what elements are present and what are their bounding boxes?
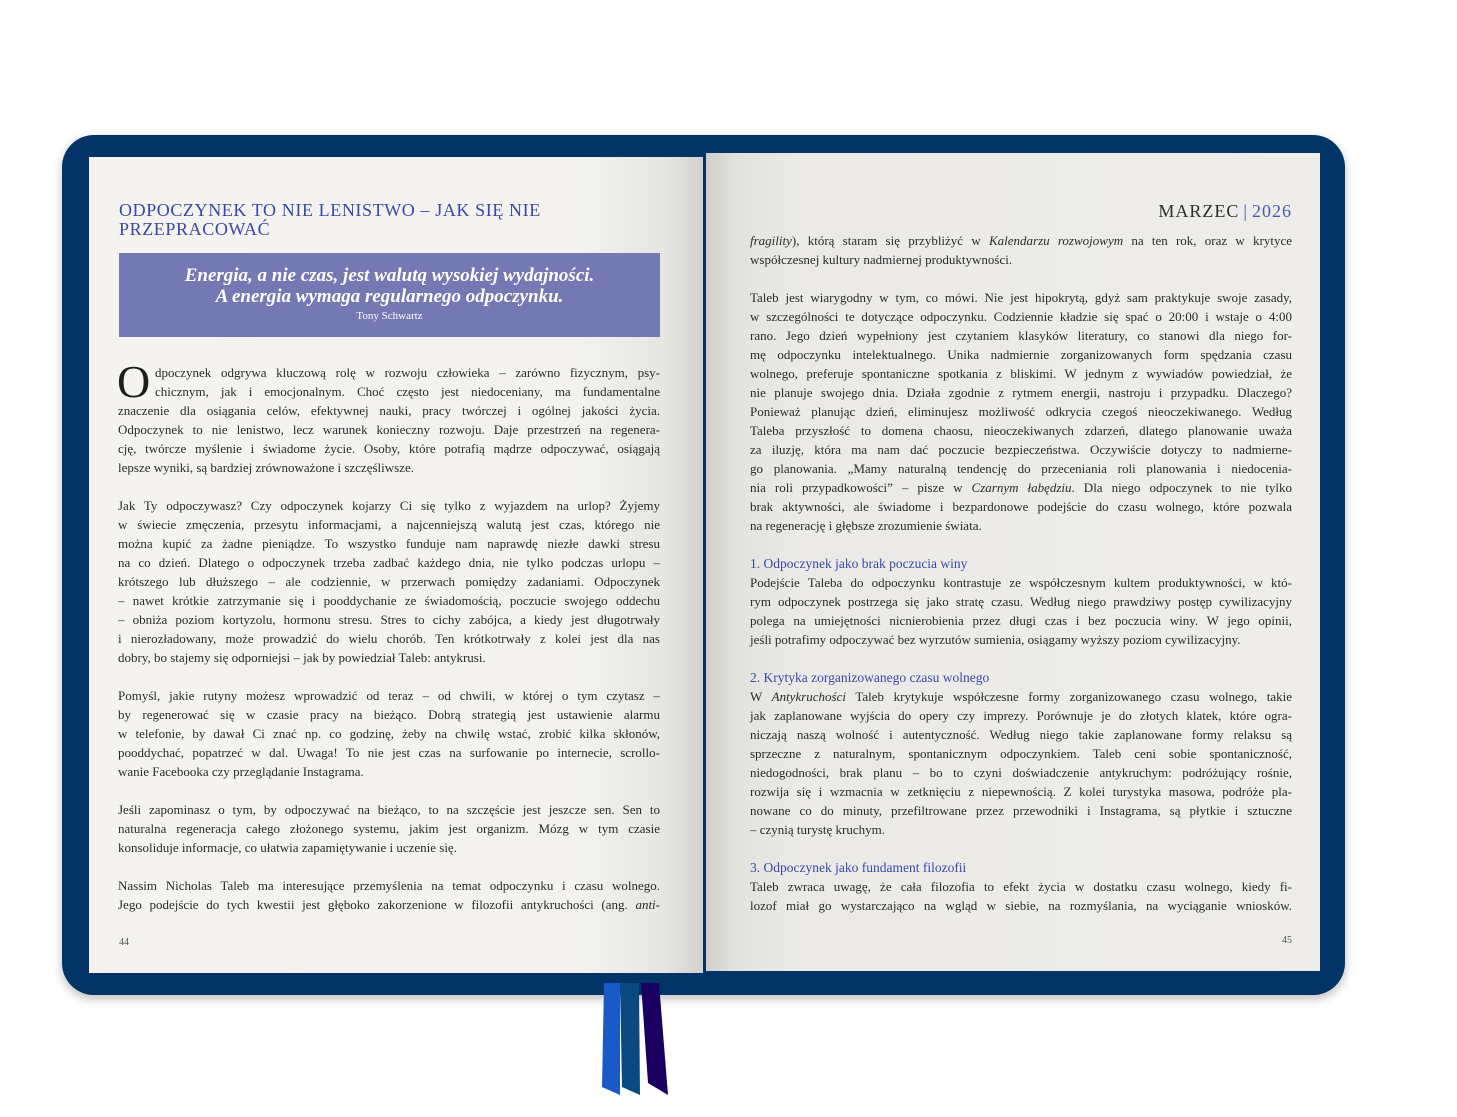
text-line: jeśli potrafimy odpoczywać bez wyrzutów sumienia, osiągamy wyższy poziom cywilizacyjny. xyxy=(750,632,1241,647)
text-line: Jak Ty odpoczywasz? Czy odpoczynek kojarzy Ci się tylko z wyjazdem na urlop? Żyjemy xyxy=(118,498,660,513)
text-line: Pomyśl, jakie rutyny możesz wprowadzić od teraz – od chwili, w której o tym czytasz – xyxy=(118,688,660,703)
text-line: lepsze wyniki, są bardziej zrównoważone i szczęśliwsze. xyxy=(118,460,414,475)
text-line: na co dzień. Dlatego o odpoczynek trzeba zadbać każdego dnia, nie tylko podczas urlopu – xyxy=(118,555,660,570)
paragraph xyxy=(118,496,660,667)
bookmark-ribbon-blue xyxy=(602,983,620,1095)
section xyxy=(750,668,1292,839)
text-line: – obniża poziom kortyzolu, hormonu stresu. Stres to cichy zabójca, a kiedy jest długotrwały xyxy=(118,612,660,627)
text-segment: Jego podejście do tych kwestii jest głęboko zakorzenione w filozofii antykruchości (ang. xyxy=(118,897,636,912)
text-line: Jeśli zapominasz o tym, by odpoczywać na bieżąco, to na szczęście jest jeszcze sen. Sen to xyxy=(118,802,660,817)
left-page xyxy=(89,157,703,973)
text-line: sprzeczne z naturalnym, spontanicznym odpoczynkiem. Taleb ceni sobie spontaniczność, xyxy=(750,746,1292,761)
text-line: znaczenie dla osiągania celów, efektywnej nauki, pracy twórczej i ogólnej jakości życia. xyxy=(118,403,660,418)
text-segment: . Dla niego odpoczynek to nie tylko xyxy=(1071,480,1292,495)
text-line: mę odpoczynku intelektualnego. Unika nadmiernie zorganizowanych form spędzania czasu xyxy=(750,347,1292,362)
text-line: w szczególności te dotyczące odpoczynku. Codziennie kładzie się spać o 20:00 i wstaje o 4:00 xyxy=(750,309,1292,324)
section-heading: 2. Krytyka zorganizowanego czasu wolnego xyxy=(750,670,990,685)
text-line: by regenerować się w czasie pracy na bieżąco. Dobrą strategią jest ustawienie alarmu xyxy=(118,707,660,722)
right-body-text xyxy=(750,231,1292,934)
text-segment: W xyxy=(750,689,772,704)
text-line: wolnego, preferuje spontaniczne spotkania z bliskimi. W jednym z wywiadów powiedział, że xyxy=(750,366,1292,381)
text-line: Taleb jest wiarygodny w tym, co mówi. Nie jest hipokrytą, gdyż sam praktykuje swoje zasady, xyxy=(750,290,1292,305)
article-title-line: ODPOCZYNEK TO NIE LENISTWO – JAK SIĘ NIE xyxy=(119,200,541,220)
text-line: w telefonie, by dawał Ci znać np. co godzinę, żeby na chwilę wstać, zrobić kilka skłonów, xyxy=(118,726,660,741)
text-line: Taleba przyszłość to domena chaosu, nieoczekiwanych zdarzeń, dlatego planowanie uważa xyxy=(750,423,1292,438)
text-line: – czynią turystę kruchym. xyxy=(750,822,886,837)
text-line: dobry, bo stajemy się odporniejsi – jak by powiedział Taleb: antykrusi. xyxy=(118,650,486,665)
text-line: niedogodności, brak planu – bo to czyni doświadczenie antykruchym: podróżujący rośnie, xyxy=(750,765,1292,780)
text-line: za iluzję, która ma nam dać poczucie bezpieczeństwa. Oczywiście dotyczy to nadmierne- xyxy=(750,442,1292,457)
section xyxy=(750,858,1292,915)
italic-text: anti- xyxy=(635,897,660,912)
article-title-line: PRZEPRACOWAĆ xyxy=(119,219,271,239)
text-line: współczesnej kultury nadmiernej produktywności. xyxy=(750,252,1013,267)
italic-text: fragility xyxy=(750,233,792,248)
paragraph xyxy=(750,231,1292,269)
text-line: pooddychać, popatrzeć w dal. Uwaga! To nie jest czas na surfowanie po internecie, scrollo- xyxy=(118,745,660,760)
paragraph xyxy=(118,686,660,781)
text-line: dpoczynek odgrywa kluczową rolę w rozwoju człowieka – zarówno fizycznym, psy- xyxy=(155,365,660,380)
text-segment: nia roli przypadkowości” – pisze w xyxy=(750,480,972,495)
text-line: Taleb zwraca uwagę, że cała filozofia to efekt życia w dostatku czasu wolnego, kiedy fi- xyxy=(750,879,1292,894)
text-line: polega na umiejętności nicnierobienia przez długi czas i bez poczucia winy. W jego opinii, xyxy=(750,613,1292,628)
running-head-year: 2026 xyxy=(1252,201,1292,221)
paragraph xyxy=(118,800,660,857)
text-line: niczają naszą wolność i autentyczność. Według niego takie zaplanowane formy relaksu są xyxy=(750,727,1292,742)
section-heading: 1. Odpoczynek jako brak poczucia winy xyxy=(750,556,968,571)
text-line: chicznym, jak i emocjonalnym. Choć często jest niedoceniany, ma fundamentalne xyxy=(155,384,660,399)
text-line: w świecie zmęczenia, przesytu informacjami, a najcenniejszą walutą jest czas, którego nie xyxy=(118,517,660,532)
running-head-separator: | xyxy=(1243,201,1248,221)
text-line: Ponieważ planując dzień, eliminujesz możliwość odkrycia czegoś nieoczekiwanego. Według xyxy=(750,404,1292,419)
text-line: jak zaplanowane wyjścia do opery czy imprezy. Porównuje je do złotych klatek, które ogra- xyxy=(750,708,1292,723)
text-line: można kupić za żadne pieniądze. To wszystko funduje nam naprawdę niezłe dawki stresu xyxy=(118,536,660,551)
text-line: Podejście Taleba do odpoczynku kontrastuje ze współczesnym kultem produktywności, w któ- xyxy=(750,575,1292,590)
text-segment: Taleb krytykuje współczesne formy zorganizowanego czasu wolnego, takie xyxy=(846,689,1292,704)
text-line xyxy=(750,687,1292,706)
quote-author: Tony Schwartz xyxy=(356,310,423,322)
article-title xyxy=(119,201,619,239)
text-line: i nierozładowany, może prowadzić do wielu chorób. Ten krótkotrwały z kolei jest dla nas xyxy=(118,631,660,646)
text-line xyxy=(118,895,660,914)
section-heading: 3. Odpoczynek jako fundament filozofii xyxy=(750,860,967,875)
text-segment: na ten rok, oraz w krytyce xyxy=(1123,233,1292,248)
text-segment: ), którą staram się przybliżyć w xyxy=(791,233,989,248)
running-head-month: MARZEC xyxy=(1158,201,1240,221)
text-line: krótszego lub dłuższego – ale codziennie, w przerwach pomiędzy zadaniami. Odpoczynek xyxy=(118,574,660,589)
section xyxy=(750,554,1292,649)
text-line: naturalna regeneracja całego złożonego systemu, jakim jest organizm. Mózg w tym czasie xyxy=(118,821,660,836)
page-number: 44 xyxy=(119,937,129,948)
text-line: brak aktywności, ale świadome i bezpardonowe podejście do czasu wolnego, które pozwala xyxy=(750,499,1292,514)
quote-box xyxy=(119,253,660,337)
text-line: Nassim Nicholas Taleb ma interesujące przemyślenia na temat odpoczynku i czasu wolnego. xyxy=(118,878,660,893)
text-line: nie planuje swojego dnia. Działa zgodnie z rytmem energii, nastroju i przypadku. Dlaczego? xyxy=(750,385,1292,400)
quote-line: A energia wymaga regularnego odpoczynku. xyxy=(215,286,564,307)
bookmark-ribbons xyxy=(598,983,678,1103)
text-line: rym odpoczynek postrzega się jako stratę czasu. Według niego prawdziwy postęp cywilizacyjny xyxy=(750,594,1292,609)
text-line: cję, twórcze myślenie i świadome życie. Osoby, które potrafią mądrze odpoczywać, osiągają xyxy=(118,441,660,456)
text-line xyxy=(750,478,1292,497)
paragraph xyxy=(117,356,660,477)
paragraph xyxy=(750,288,1292,535)
left-body-text xyxy=(117,356,660,933)
italic-text: Czarnym łabędziu xyxy=(971,480,1072,495)
quote-line: Energia, a nie czas, jest walutą wysokiej wydajności. xyxy=(184,265,595,286)
running-head xyxy=(1158,201,1292,222)
page-number: 45 xyxy=(1282,935,1292,946)
text-line: na regenerację i głębsze zrozumienie świata. xyxy=(750,518,982,533)
text-line: konsoliduje informacje, co ułatwia zapamiętywanie i uczenie się. xyxy=(118,840,457,855)
bookmark-ribbon-teal xyxy=(620,983,640,1095)
text-line: – nawet krótkie zatrzymanie się i pooddychanie ze świadomością, poczucie swojego oddechu xyxy=(118,593,660,608)
drop-cap: O xyxy=(117,356,151,407)
bookmark-ribbon-purple xyxy=(641,983,668,1095)
italic-text: Antykruchości xyxy=(771,689,846,704)
text-line xyxy=(750,231,1292,250)
text-line: rozwija się i wzmacnia w zetknięciu z niepewnością. Z kolei turystyka masowa, podróże pla- xyxy=(750,784,1292,799)
paragraph xyxy=(118,876,660,914)
italic-text: Kalendarzu rozwojowym xyxy=(988,233,1124,248)
text-line: Odpoczynek to nie lenistwo, lecz warunek konieczny rozwoju. Daje przestrzeń na regenera- xyxy=(118,422,660,437)
text-line: nowane co do minuty, przefiltrowane przez przewodniki i Instagrama, są płytkie i sztuczne xyxy=(750,803,1292,818)
text-line: wanie Facebooka czy przeglądanie Instagrama. xyxy=(118,764,364,779)
text-line: rano. Jego dzień wypełniony jest czytaniem klasyków literatury, co stanowi dla niego for- xyxy=(750,328,1292,343)
right-page xyxy=(706,153,1320,971)
text-line: lozof miał go wystarczająco na wgląd w siebie, na rozmyślania, na wyciąganie wniosków. xyxy=(750,898,1292,913)
text-line: go planowania. „Mamy naturalną tendencję do przeceniania roli planowania i niedocenia- xyxy=(750,461,1292,476)
